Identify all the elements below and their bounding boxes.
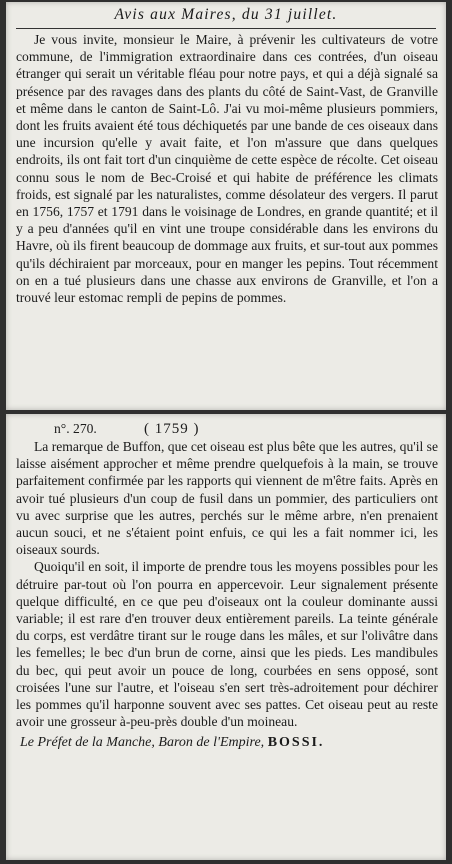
- notice-header: Avis aux Maires, du 31 juillet.: [114, 6, 338, 23]
- newspaper-clipping-bottom: [6, 414, 446, 860]
- continuation-paragraph-2: Quoiqu'il en soit, il importe de prendre tous les moyens possibles pour les détruire par-tout où l'on pourra en appercevoir. Leur signalement présente quelque difficulté, en ce que peu d'oiseaux ont la couleur dominante aussi variable; il est rare d'en trouver deux entièrement pareils. La teinte générale du corps, est verdâtre tirant sur le rouge dans les mâles, et sur l'olivâtre dans les femelles; le bec d'un brun de corne, ainsi que les pieds. Les mandibules du bec, qui peut avoir un pouce de long, courbées en sens opposé, sont croisées l'une sur l'autre, et l'oiseau s'en sert très-adroitement pour déchirer les pommes qu'il harponne souvent avec ses pattes. Cet oiseau peut au reste avoir une grosseur à-peu-près double d'un moineau.: [16, 559, 438, 730]
- issue-number: n°. 270.: [54, 421, 97, 436]
- notice-paragraph: Je vous invite, monsieur le Maire, à prévenir les cultivateurs de votre commune, de l'immigration extraordinaire dans ces contrées, d'un oiseau étranger qui serait un véritable fléau pour notre pays, et qui a déjà signalé sa présence par des ravages dans des plants du côté de Saint-Vast, de Granville et même dans le canton de Saint-Lô. J'ai vu moi-même plusieurs pommiers, dont les fruits avaient été tous déchiquetés par une bande de ces oiseaux dans une incursion qu'elle y avait faite, et l'on m'assure que dans quelques endroits, ils ont fait tort d'un cinquième de cette espèce de récolte. Cet oiseau connu sous le nom de Bec-Croisé et qui habite de préférence les climats froids, est signalé par les naturalistes, comme désolateur des vergers. Il parut en 1756, 1757 et 1791 dans le voisinage de Londres, en grande quantité; et il y a peu d'années qu'il en vint une troupe considérable dans les environs du Havre, où ils firent beaucoup de dommage aux fruits, et sur-tout aux pommes qu'ils déchiraient par morceaux, pour en manger les pepins. Tout récemment on en a tué plusieurs dans une chasse aux environs de Granville, et l'on a trouvé leur estomac rempli de pepins de pommes.: [16, 32, 438, 306]
- continuation-paragraph-1: La remarque de Buffon, que cet oiseau est plus bête que les autres, qu'il se laisse aisément approcher et même prendre quelquefois à la main, se trouve parfaitement confirmée par les rapports qui viennent de m'être faits. Après en avoir tué plusieurs d'un coup de fusil dans un pommier, des particuliers ont vu avec surprise que les autres, perchés sur le même arbre, n'en prenaient aucun souci, et ne s'étaient point enfuis, ce qui les a fait nommer ici, les oiseaux sourds.: [16, 439, 438, 558]
- signature-prefix: Le Préfet de la Manche,: [20, 735, 155, 751]
- newspaper-clipping-top: [6, 2, 446, 410]
- signature-title: Baron de l'Empire,: [158, 735, 265, 751]
- signature-name: BOSSI.: [267, 735, 325, 751]
- header-rule: [16, 28, 436, 29]
- issue-heading: [6, 414, 446, 438]
- signature-line: [6, 730, 446, 752]
- issue-page-year: ( 1759 ): [144, 421, 200, 437]
